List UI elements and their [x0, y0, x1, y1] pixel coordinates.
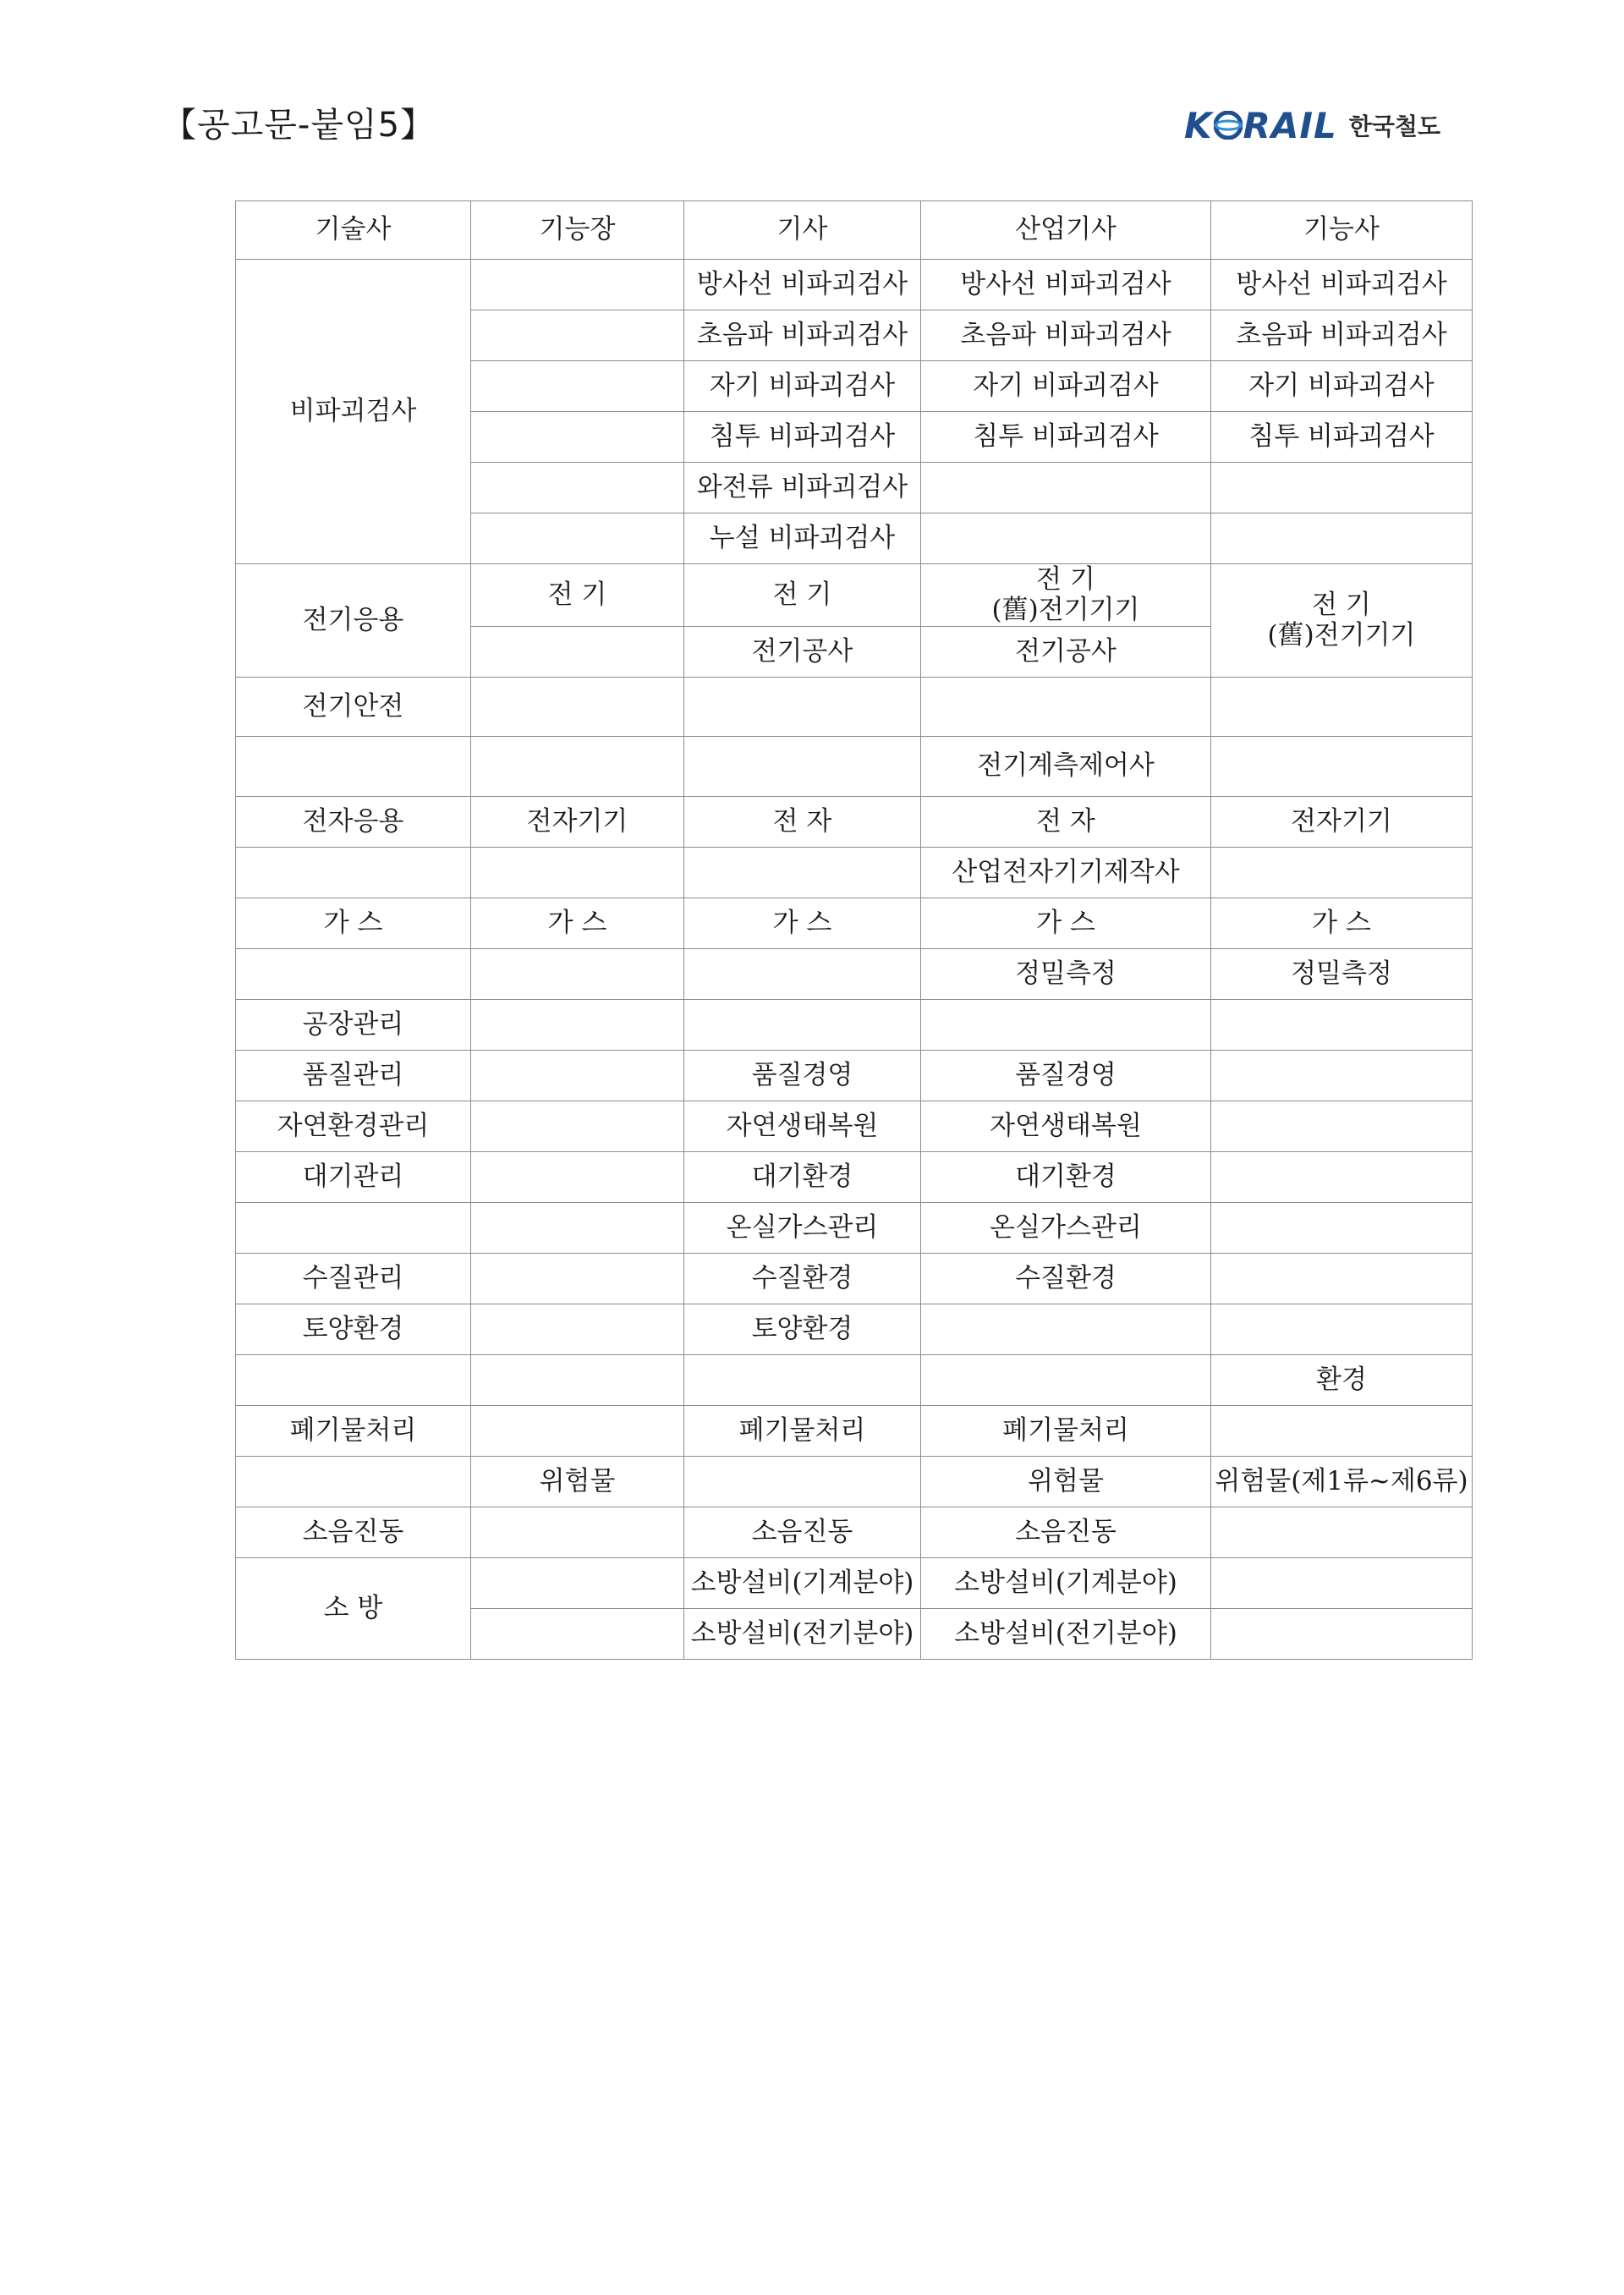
table-cell — [471, 1558, 684, 1609]
table-cell: 위험물(제1류~제6류) — [1211, 1457, 1473, 1507]
group-cell-ndt: 비파괴검사 — [236, 260, 471, 564]
table-cell — [471, 463, 684, 513]
table-cell — [921, 1000, 1211, 1051]
table-cell: 온실가스관리 — [684, 1203, 921, 1254]
table-cell: 전기공사 — [684, 627, 921, 678]
field-cell: 수질관리 — [236, 1254, 471, 1304]
table-cell — [471, 1203, 684, 1254]
cell-line: 전 기 — [1036, 563, 1095, 595]
header-cell: 산업기사 — [921, 201, 1211, 260]
table-cell — [471, 1355, 684, 1406]
table-cell — [1211, 678, 1473, 737]
table-cell — [921, 564, 1211, 627]
table-cell: 정밀측정 — [921, 949, 1211, 1000]
table-cell: 소음진동 — [921, 1507, 1211, 1558]
table-cell — [471, 1152, 684, 1203]
qualification-table — [235, 200, 1473, 1660]
field-cell: 전기안전 — [236, 678, 471, 737]
table-cell — [684, 1457, 921, 1507]
table-cell: 위험물 — [471, 1457, 684, 1507]
table-row — [236, 1304, 1473, 1355]
field-cell — [236, 737, 471, 797]
table-cell: 자연생태복원 — [921, 1101, 1211, 1152]
table-cell — [471, 310, 684, 361]
header-cell: 기술사 — [236, 201, 471, 260]
table-cell — [921, 463, 1211, 513]
table-cell — [1211, 1051, 1473, 1101]
table-cell — [471, 949, 684, 1000]
table-row — [236, 848, 1473, 898]
field-cell: 자연환경관리 — [236, 1101, 471, 1152]
table-cell: 토양환경 — [684, 1304, 921, 1355]
table-cell — [921, 678, 1211, 737]
table-cell: 대기환경 — [921, 1152, 1211, 1203]
table-row — [236, 564, 1473, 627]
table-cell — [471, 737, 684, 797]
table-row — [236, 678, 1473, 737]
table-cell: 소방설비(기계분야) — [684, 1558, 921, 1609]
table-cell: 전 자 — [684, 797, 921, 848]
table-cell — [471, 412, 684, 463]
table-cell — [1211, 1254, 1473, 1304]
table-cell — [471, 848, 684, 898]
table-row — [236, 1101, 1473, 1152]
table-cell: 수질환경 — [921, 1254, 1211, 1304]
table-row — [236, 260, 1473, 310]
table-cell: 수질환경 — [684, 1254, 921, 1304]
table-cell: 소방설비(전기분야) — [684, 1609, 921, 1660]
table-cell — [471, 1101, 684, 1152]
table-cell: 폐기물처리 — [684, 1406, 921, 1457]
table-cell: 산업전자기기제작사 — [921, 848, 1211, 898]
group-cell-electric: 전기응용 — [236, 564, 471, 678]
table-cell — [684, 1355, 921, 1406]
logo-wordmark — [1184, 105, 1337, 146]
table-cell: 와전류 비파괴검사 — [684, 463, 921, 513]
logo-letter-k: K — [1184, 104, 1213, 146]
field-cell — [236, 949, 471, 1000]
table-row — [236, 1000, 1473, 1051]
table-row — [236, 1152, 1473, 1203]
table-row — [236, 1203, 1473, 1254]
field-cell: 폐기물처리 — [236, 1406, 471, 1457]
cell-line: (舊)전기기기 — [991, 594, 1140, 625]
table-cell — [921, 1304, 1211, 1355]
field-cell: 공장관리 — [236, 1000, 471, 1051]
table-cell: 위험물 — [921, 1457, 1211, 1507]
table-row — [236, 1254, 1473, 1304]
table-cell — [1211, 1507, 1473, 1558]
table-cell: 방사선 비파괴검사 — [1211, 260, 1473, 310]
korail-logo — [1184, 100, 1440, 151]
field-cell — [236, 848, 471, 898]
table-cell: 소방설비(기계분야) — [921, 1558, 1211, 1609]
table-cell: 가 스 — [684, 898, 921, 949]
table-cell — [684, 678, 921, 737]
table-cell — [471, 260, 684, 310]
table-cell — [1211, 737, 1473, 797]
table-cell: 소음진동 — [684, 1507, 921, 1558]
table-cell — [471, 1507, 684, 1558]
table-cell: 대기환경 — [684, 1152, 921, 1203]
table-row — [236, 1051, 1473, 1101]
table-cell — [1211, 463, 1473, 513]
field-cell: 토양환경 — [236, 1304, 471, 1355]
table-cell: 폐기물처리 — [921, 1406, 1211, 1457]
cell-line: (舊)전기기기 — [1267, 619, 1416, 651]
table-cell — [471, 1051, 684, 1101]
table-cell: 가 스 — [471, 898, 684, 949]
field-cell — [236, 1457, 471, 1507]
header-row — [236, 201, 1473, 260]
table-cell: 누설 비파괴검사 — [684, 513, 921, 564]
table-cell: 침투 비파괴검사 — [1211, 412, 1473, 463]
table-cell: 가 스 — [1211, 898, 1473, 949]
table-cell: 가 스 — [921, 898, 1211, 949]
table-cell: 전자기기 — [1211, 797, 1473, 848]
field-cell: 소음진동 — [236, 1507, 471, 1558]
table-cell: 초음파 비파괴검사 — [921, 310, 1211, 361]
group-cell-fire: 소 방 — [236, 1558, 471, 1660]
logo-subtitle: 한국철도 — [1348, 113, 1440, 140]
table-cell: 전기계측제어사 — [921, 737, 1211, 797]
table-cell — [1211, 848, 1473, 898]
field-cell: 대기관리 — [236, 1152, 471, 1203]
header-cell: 기능장 — [471, 201, 684, 260]
table-row — [236, 1558, 1473, 1609]
field-cell: 전자응용 — [236, 797, 471, 848]
table-cell — [1211, 1203, 1473, 1254]
table-cell — [684, 737, 921, 797]
table-cell — [471, 1406, 684, 1457]
table-cell: 전 기 — [684, 564, 921, 627]
table-cell: 전기공사 — [921, 627, 1211, 678]
table-cell — [684, 1000, 921, 1051]
table-cell — [471, 1000, 684, 1051]
header-cell: 기능사 — [1211, 201, 1473, 260]
table-cell: 품질경영 — [921, 1051, 1211, 1101]
page-label: 【공고문-붙임5】 — [162, 106, 436, 145]
table-cell — [684, 848, 921, 898]
table-cell — [471, 1609, 684, 1660]
field-cell: 품질관리 — [236, 1051, 471, 1101]
field-cell — [236, 1203, 471, 1254]
table-cell — [1211, 1152, 1473, 1203]
table-row — [236, 1406, 1473, 1457]
logo-letters-rail: RAIL — [1243, 104, 1337, 146]
table-cell — [921, 513, 1211, 564]
table-cell: 자기 비파괴검사 — [684, 361, 921, 412]
cell-line: 전 기 — [1312, 589, 1371, 620]
table-cell: 초음파 비파괴검사 — [684, 310, 921, 361]
table-cell: 전 기 — [471, 564, 684, 627]
table-row — [236, 737, 1473, 797]
table-cell: 소방설비(전기분야) — [921, 1609, 1211, 1660]
table-cell: 환경 — [1211, 1355, 1473, 1406]
table-cell: 정밀측정 — [1211, 949, 1473, 1000]
table-row — [236, 797, 1473, 848]
field-cell: 가 스 — [236, 898, 471, 949]
table-row — [236, 949, 1473, 1000]
table-cell — [684, 949, 921, 1000]
table-cell — [1211, 564, 1473, 678]
table-cell — [1211, 1000, 1473, 1051]
table-cell: 초음파 비파괴검사 — [1211, 310, 1473, 361]
table-cell — [471, 513, 684, 564]
header-cell: 기사 — [684, 201, 921, 260]
table-cell: 자연생태복원 — [684, 1101, 921, 1152]
table-cell — [1211, 1304, 1473, 1355]
table-cell: 침투 비파괴검사 — [684, 412, 921, 463]
table-cell — [471, 1304, 684, 1355]
table-cell: 전자기기 — [471, 797, 684, 848]
table-cell: 온실가스관리 — [921, 1203, 1211, 1254]
table-cell — [1211, 1101, 1473, 1152]
table-cell — [471, 1254, 684, 1304]
table-cell — [1211, 1406, 1473, 1457]
table-cell: 품질경영 — [684, 1051, 921, 1101]
table-cell: 침투 비파괴검사 — [921, 412, 1211, 463]
table-cell — [471, 361, 684, 412]
logo-globe-icon — [1214, 111, 1243, 140]
table-cell — [471, 678, 684, 737]
table-cell — [471, 627, 684, 678]
table-cell — [1211, 513, 1473, 564]
field-cell — [236, 1355, 471, 1406]
table-cell: 방사선 비파괴검사 — [921, 260, 1211, 310]
table-cell — [921, 1355, 1211, 1406]
table-row — [236, 1507, 1473, 1558]
table-row — [236, 1355, 1473, 1406]
table-cell: 전 자 — [921, 797, 1211, 848]
table-row — [236, 1457, 1473, 1507]
table-row — [236, 898, 1473, 949]
table-cell: 자기 비파괴검사 — [921, 361, 1211, 412]
table-cell: 방사선 비파괴검사 — [684, 260, 921, 310]
table-cell — [1211, 1558, 1473, 1609]
table-cell: 자기 비파괴검사 — [1211, 361, 1473, 412]
table-cell — [1211, 1609, 1473, 1660]
